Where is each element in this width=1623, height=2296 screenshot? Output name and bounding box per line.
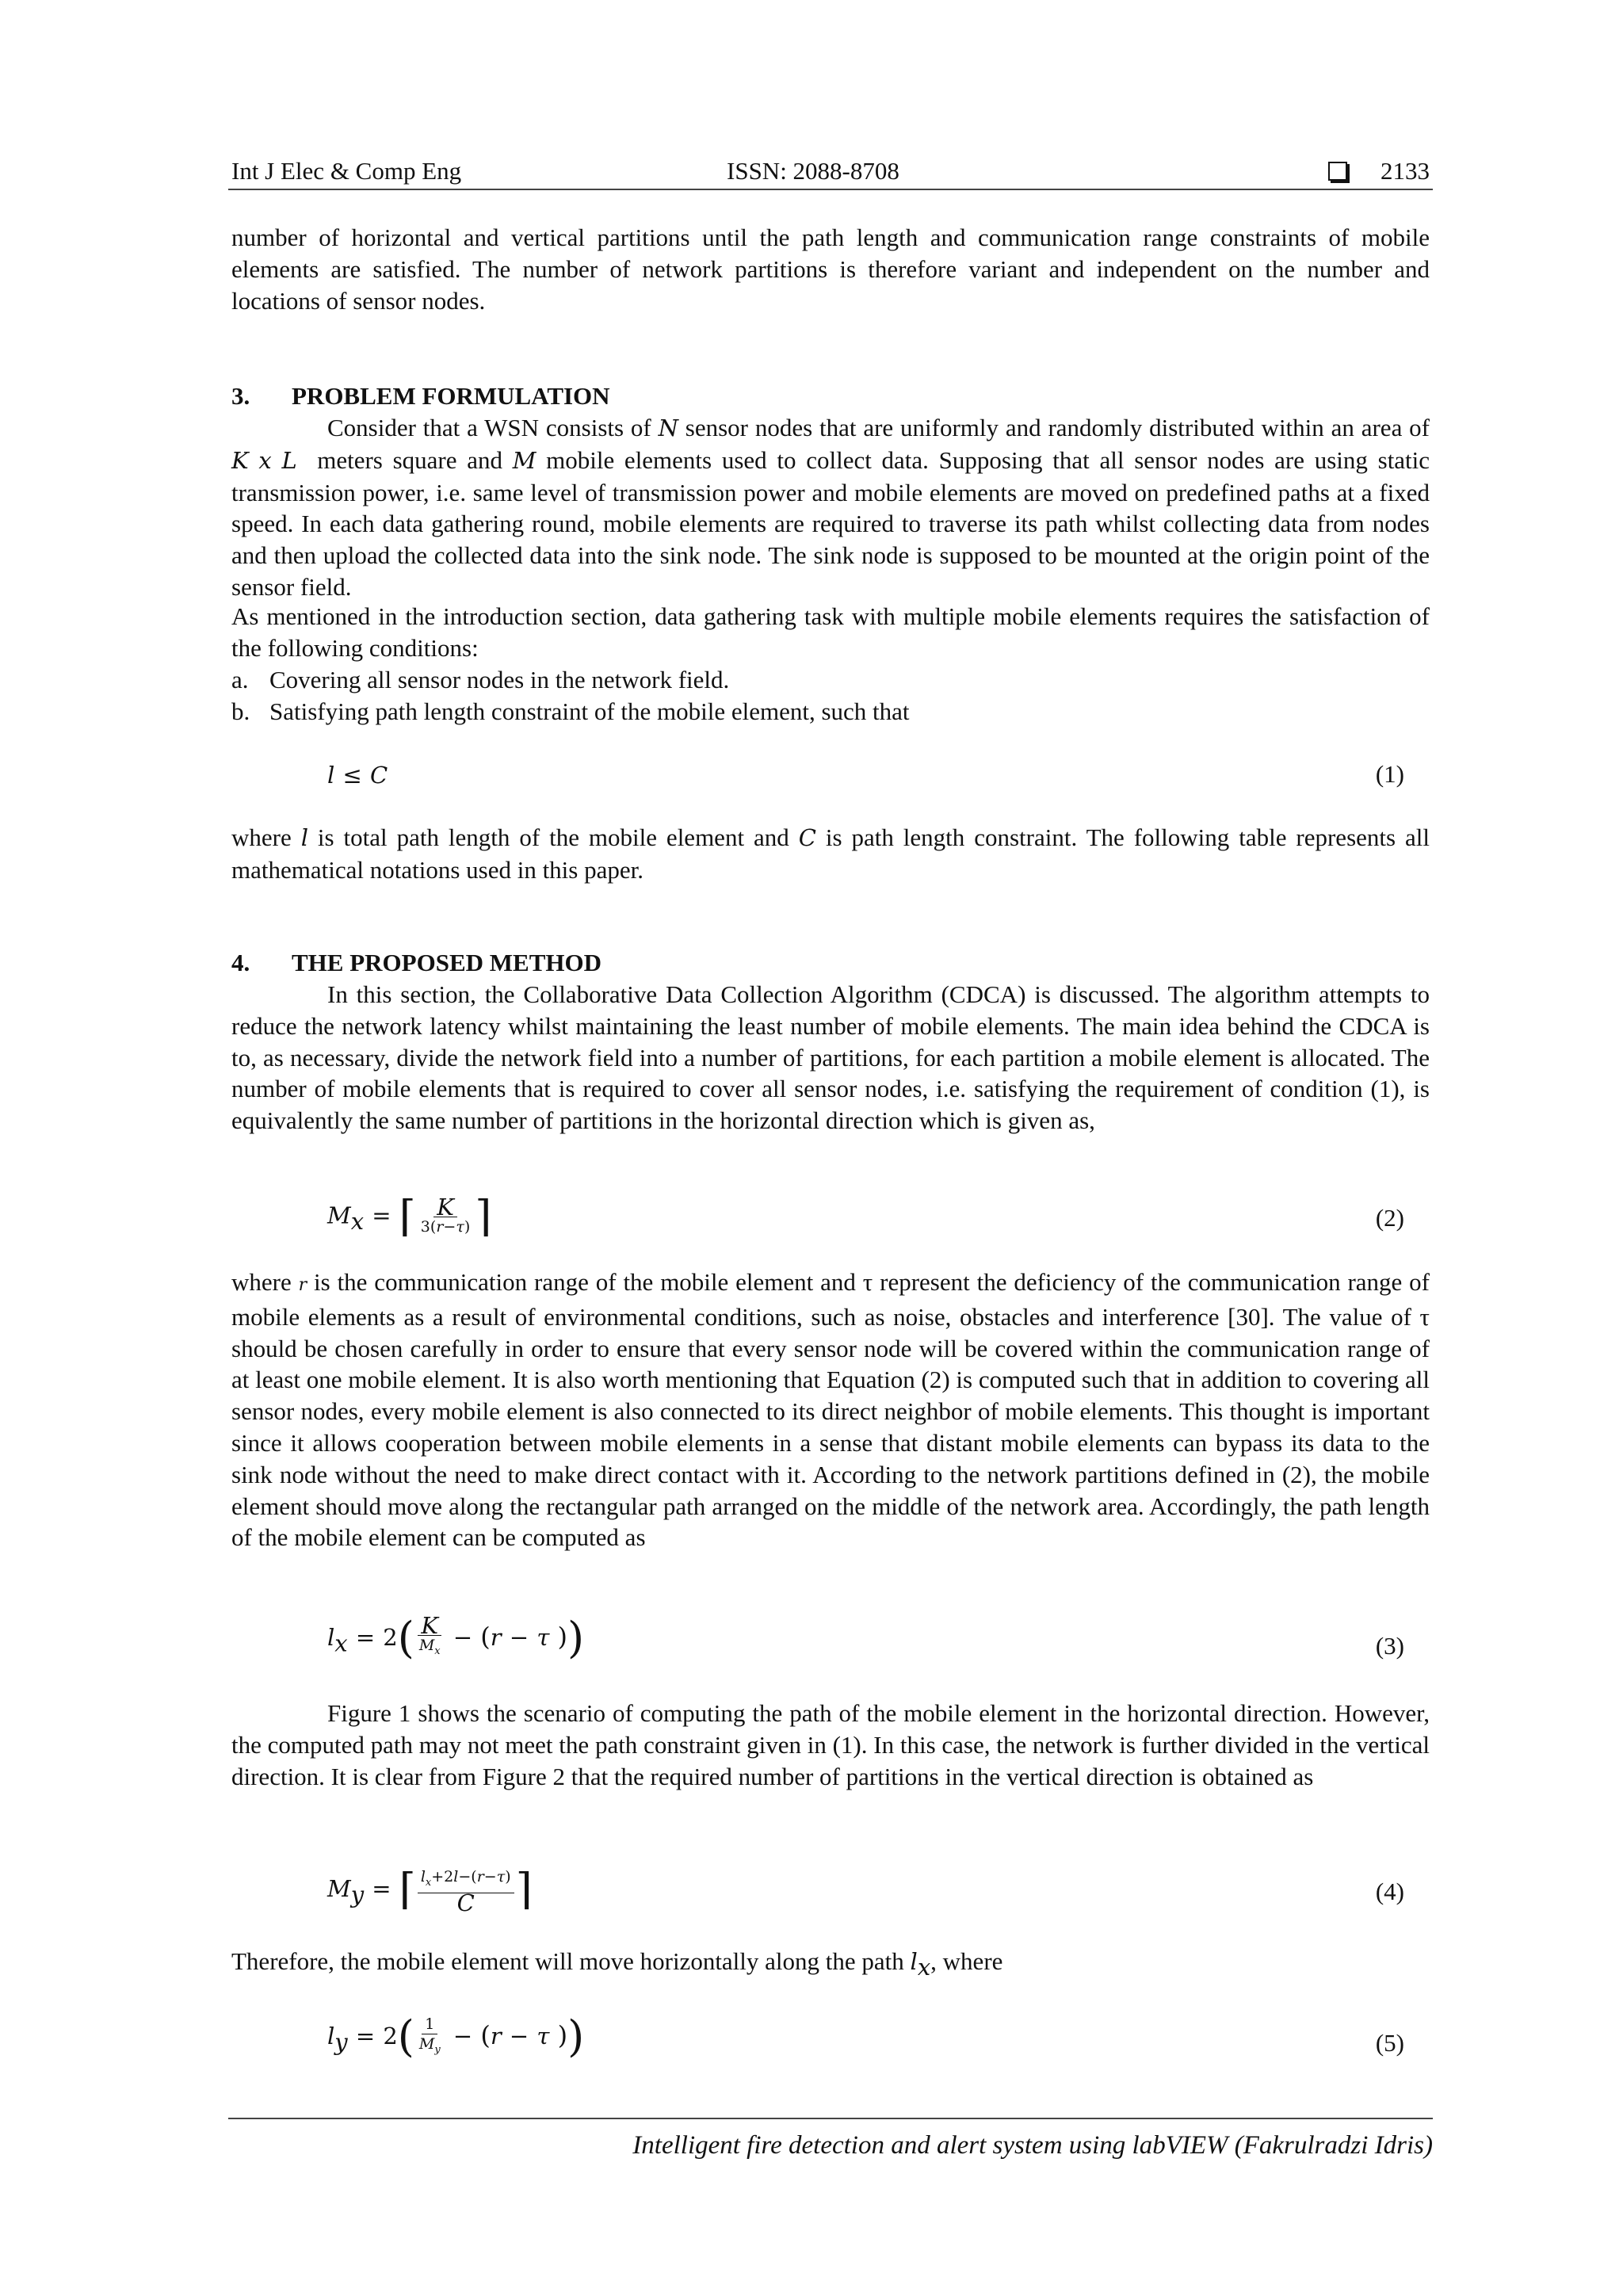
list-item: b. Satisfying path length constraint of the mobile element, such that [231,697,910,725]
equation-5-number: (5) [1375,2029,1404,2057]
equation-5: $l_y = 2$( $\frac{1}{M_y}$ − (r − τ )) [327,2011,585,2062]
list-item: a. Covering all sensor nodes in the network field. [231,666,730,693]
page-number-block [1328,155,1430,187]
section-4-paragraph-1: In this section, the Collaborative Data Collection Algorithm (CDCA) is discussed. The algorithm attempts to reduce the network latency whilst maintaining the least number of mobile elements. The main idea behind the CDCA is to, as necessary, divide the network field into a number of partitions, for each partition a mobile element is allocated. The number of mobile elements that is required to cover all sensor nodes, i.e. satisfying the requirement of condition (1), is equivalently the same number of partitions in the horizontal direction which is given as, [231,980,1430,1135]
section-4-paragraph-4: Therefore, the mobile element will move horizontally along the path $l_x$, where [231,1947,1003,1981]
equation-4-number: (4) [1375,1878,1404,1905]
header-rule [228,189,1433,190]
section-3-heading: 3. PROBLEM FORMULATION [231,382,610,410]
equation-3-number: (3) [1375,1632,1404,1660]
equation-4: $M_y$ = ⌈ $\frac{l_x+2l-(r-\tau)}{C}$ ⌉ [327,1864,533,1916]
section-4-title: THE PROPOSED METHOD [292,949,601,976]
issn: ISSN: 2088-8708 [727,157,899,185]
equation-1-number: (1) [1375,760,1404,788]
equation-2: $M_x$ = ⌈ $\frac{K}{3(r-\tau)}$ ⌉ [327,1191,492,1241]
section-3-paragraph-1: Consider that a WSN consists of N sensor nodes that are uniformly and randomly distributed within an area of K x L meters square and M mobile elements used to collect data. Supposing that all sensor nodes are using static transmission power, i.e. same level of transmission power and mobile elements are moved on predefined paths at a fixed speed. In each data gathering round, mobile elements are required to traverse its path whilst collecting data from nodes and then upload the collected data into the sink node. The sink node is supposed to be mounted at the origin point of the sensor field. [231,414,1430,601]
section-3-paragraph-3: where l is total path length of the mobile element and C is path length constraint. The following table represents all mathematical notations used in this paper. [231,823,1430,884]
section-3-title: PROBLEM FORMULATION [292,382,610,410]
section-3-paragraph-2: As mentioned in the introduction section, data gathering task with multiple mobile elements requires the satisfaction of the following conditions: [231,602,1430,662]
equation-1: l ≤ C [327,762,388,789]
section-4-paragraph-3: Figure 1 shows the scenario of computing the path of the mobile element in the horizontal direction. However, the computed path may not meet the path constraint given in (1). In this case, the network is further divided in the vertical direction. It is clear from Figure 2 that the required number of partitions in the vertical direction is obtained as [231,1699,1430,1790]
equation-2-number: (2) [1375,1204,1404,1232]
equation-3: $l_x = 2$( $\frac{K}{M_x}$ − (r − τ )) [327,1612,585,1664]
intro-paragraph: number of horizontal and vertical partitions until the path length and communication range constraints of mobile elements are satisfied. The number of network partitions is therefore variant and independent on the number and locations of sensor nodes. [231,223,1430,315]
square-bullet-icon [1328,162,1347,181]
footer-rule [228,2118,1433,2119]
journal-name: Int J Elec & Comp Eng [231,157,462,185]
page-number: 2133 [1381,157,1430,185]
running-footer: Intelligent fire detection and alert system using labVIEW (Fakrulradzi Idris) [632,2131,1433,2160]
section-4-heading: 4. THE PROPOSED METHOD [231,949,601,976]
section-4-paragraph-2: where r is the communication range of the mobile element and τ represent the deficiency of the communication range of mobile elements as a result of environmental conditions, such as noise, obstacles and interference [30]. The value of τ should be chosen carefully in order to ensure that every sensor node will be covered within the communication range of at least one mobile element. It is also worth mentioning that Equation (2) is computed such that in addition to covering all sensor nodes, every mobile element is also connected to its direct neighbor of mobile elements. This thought is important since it allows cooperation between mobile elements in a sense that distant mobile elements can bypass its data to the sink node without the need to make direct contact with it. According to the network partitions defined in (2), the mobile element should move along the rectangular path arranged on the middle of the network area. Accordingly, the path length of the mobile element can be computed as [231,1268,1430,1552]
